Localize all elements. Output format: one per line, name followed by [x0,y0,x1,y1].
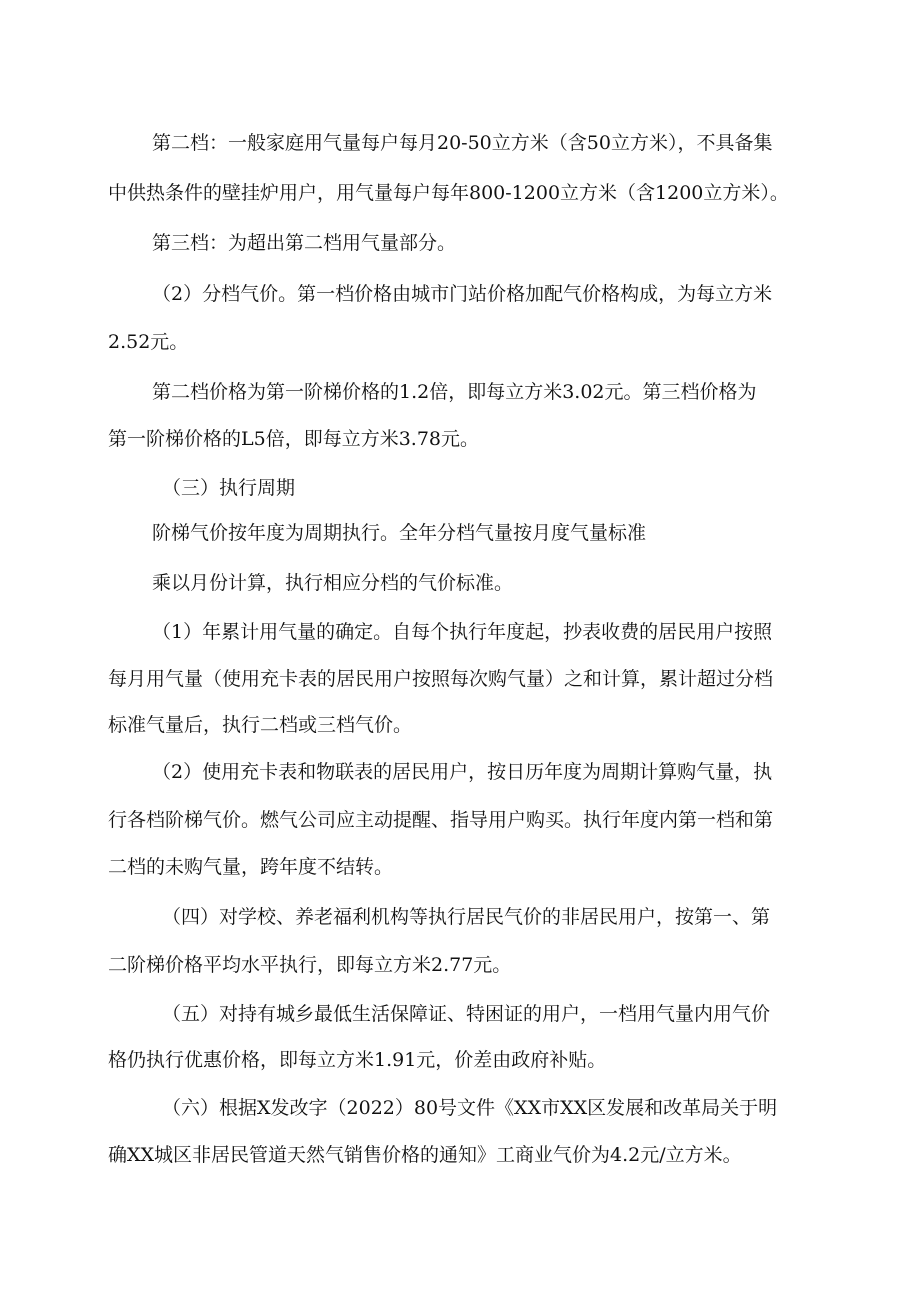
text-line-6: 第二档价格为第一阶梯价格的1.2倍，即每立方米3.02元。第三档价格为 [152,381,757,403]
text-line-22: 确XX城区非居民管道天然气销售价格的通知》工商业气价为4.2元/立方米。 [108,1144,742,1166]
text-line-10: 乘以月份计算，执行相应分档的气价标准。 [152,572,514,594]
text-line-1: 第二档：一般家庭用气量每户每月20-50立方米（含50立方米），不具备集 [152,132,773,154]
text-line-5: 2.52元。 [108,331,189,353]
text-line-21: （六）根据X发改字（2022）80号文件《XX市XX区发展和改革局关于明 [162,1097,778,1119]
text-line-20: 格仍执行优惠价格，即每立方米1.91元，价差由政府补贴。 [108,1049,607,1071]
text-line-9: 阶梯气价按年度为周期执行。全年分档气量按月度气量标准 [152,522,647,544]
text-line-19: （五）对持有城乡最低生活保障证、特困证的用户，一档用气量内用气价 [162,1003,771,1025]
text-line-17: （四）对学校、养老福利机构等执行居民气价的非居民用户，按第一、第 [162,906,771,928]
text-line-16: 二档的未购气量，跨年度不结转。 [108,856,394,878]
text-line-4: （2）分档气价。第一档价格由城市门站价格加配气价格构成，为每立方米 [152,283,773,305]
section-heading-execution-period: （三）执行周期 [162,477,296,499]
text-line-3: 第三档：为超出第二档用气量部分。 [152,232,457,254]
text-line-12: 每月用气量（使用充卡表的居民用户按照每次购气量）之和计算，累计超过分档 [108,668,774,690]
text-line-18: 二阶梯价格平均水平执行，即每立方米2.77元。 [108,954,512,976]
text-line-15: 行各档阶梯气价。燃气公司应主动提醒、指导用户购买。执行年度内第一档和第 [108,809,774,831]
text-line-11: （1）年累计用气量的确定。自每个执行年度起，抄表收费的居民用户按照 [152,621,773,643]
text-line-2: 中供热条件的壁挂炉用户，用气量每户每年800-1200立方米（含1200立方米）。 [108,182,789,204]
text-line-14: （2）使用充卡表和物联表的居民用户，按日历年度为周期计算购气量，执 [152,761,773,783]
text-line-7: 第一阶梯价格的L5倍，即每立方米3.78元。 [108,428,480,450]
text-line-13: 标准气量后，执行二档或三档气价。 [108,714,413,736]
